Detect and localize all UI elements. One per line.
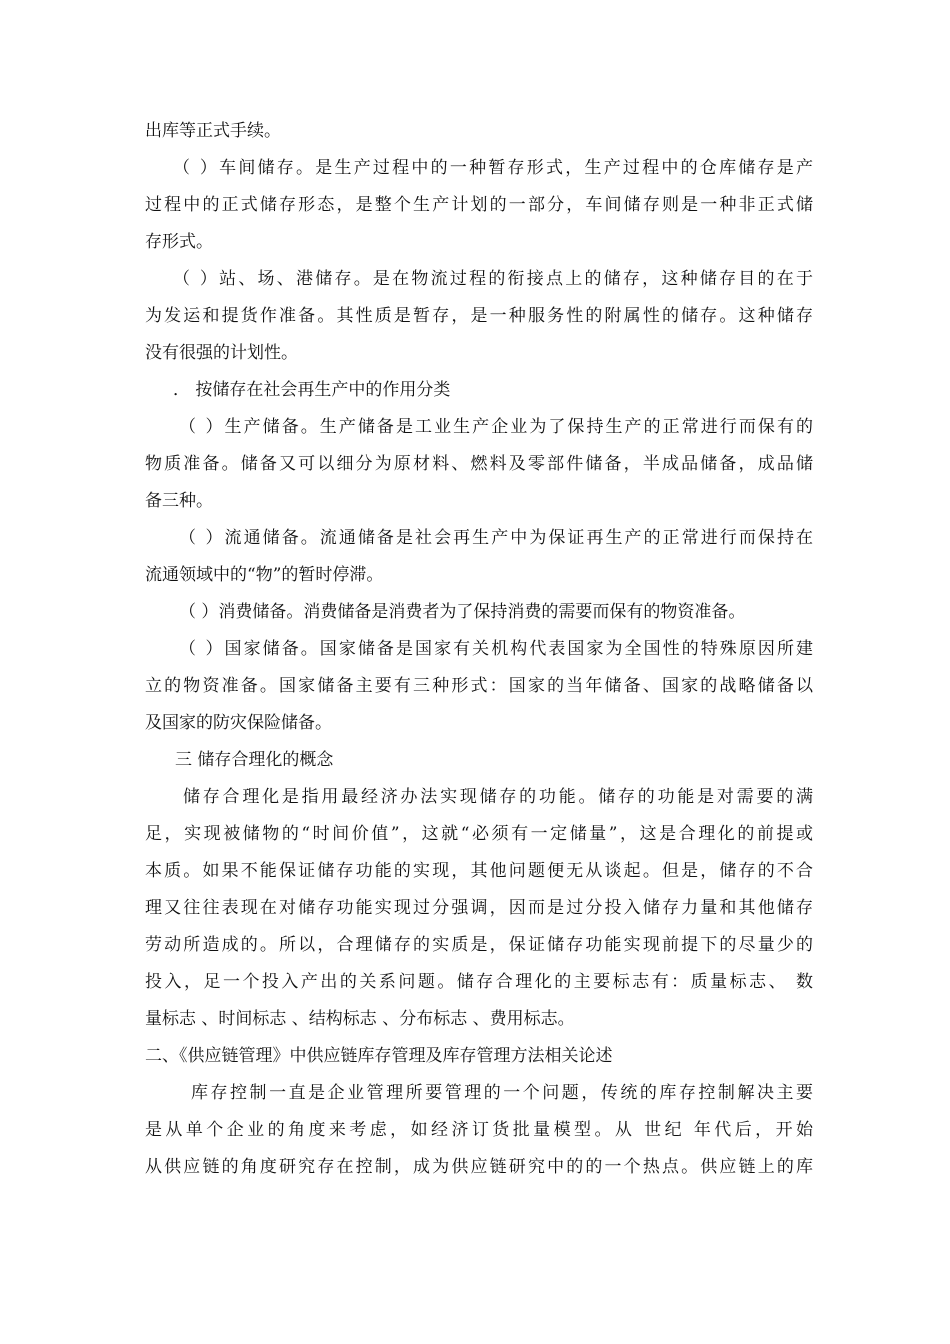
text-line: 投入，足一个投入产出的关系问题。储存合理化的主要标志有：质量标志、 数 (145, 972, 813, 992)
text-line: 流通领域中的“物”的暂时停滞。 (145, 565, 384, 585)
text-line: （ ）消费储备。消费储备是消费者为了保持消费的需要而保有的物资准备。 (179, 602, 746, 622)
text-line: 存形式。 (145, 232, 213, 252)
text-line: 从供应链的角度研究存在控制，成为供应链研究中的的一个热点。供应链上的库 (145, 1157, 813, 1177)
text-line: 没有很强的计划性。 (145, 343, 298, 363)
section-heading: ． 按储存在社会再生产中的作用分类 (173, 380, 451, 400)
section-heading: 三 储存合理化的概念 (175, 750, 334, 770)
text-line: 储存合理化是指用最经济办法实现储存的功能。储存的功能是对需要的满 (183, 787, 813, 807)
text-line: （ ）生产储备。生产储备是工业生产企业为了保持生产的正常进行而保有的 (179, 417, 813, 437)
text-line: 物质准备。储备又可以细分为原材料、燃料及零部件储备，半成品储备，成品储 (145, 454, 813, 474)
text-line: （ ）流通储备。流通储备是社会再生产中为保证再生产的正常进行而保持在 (179, 528, 813, 548)
text-line: 立的物资准备。国家储备主要有三种形式：国家的当年储备、国家的战略储备以 (145, 676, 813, 696)
section-heading: 二、《供应链管理》中供应链库存管理及库存管理方法相关论述 (145, 1046, 613, 1066)
text-line: 为发运和提货作准备。其性质是暂存，是一种服务性的附属性的储存。这种储存 (145, 306, 813, 326)
text-line: 足，实现被储物的“时间价值”，这就“必须有一定储量”，这是合理化的前提或 (145, 824, 813, 844)
text-line: 及国家的防灾保险储备。 (145, 713, 332, 733)
text-line: 过程中的正式储存形态，是整个生产计划的一部分，车间储存则是一种非正式储 (145, 195, 813, 215)
text-line: （ ）车间储存。是生产过程中的一种暂存形式，生产过程中的仓库储存是产 (173, 158, 813, 178)
text-line: 是从单个企业的角度来考虑，如经济订货批量模型。从 世纪 年代后，开始 (145, 1120, 813, 1140)
text-line: （ ）站、场、港储存。是在物流过程的衔接点上的储存，这种储存目的在于 (173, 269, 813, 289)
text-line: 量标志 、时间标志 、结构标志 、分布标志 、费用标志。 (145, 1009, 575, 1029)
text-line: 出库等正式手续。 (145, 121, 281, 141)
text-line: 本质。如果不能保证储存功能的实现，其他问题便无从谈起。但是，储存的不合 (145, 861, 813, 881)
text-line: （ ）国家储备。国家储备是国家有关机构代表国家为全国性的特殊原因所建 (179, 639, 813, 659)
text-line: 劳动所造成的。所以，合理储存的实质是，保证储存功能实现前提下的尽量少的 (145, 935, 813, 955)
text-line: 备三种。 (145, 491, 213, 511)
text-line: 库存控制一直是企业管理所要管理的一个问题，传统的库存控制解决主要 (191, 1083, 813, 1103)
body-text (145, 113, 813, 1186)
text-line: 理又往往表现在对储存功能实现过分强调，因而是过分投入储存力量和其他储存 (145, 898, 813, 918)
